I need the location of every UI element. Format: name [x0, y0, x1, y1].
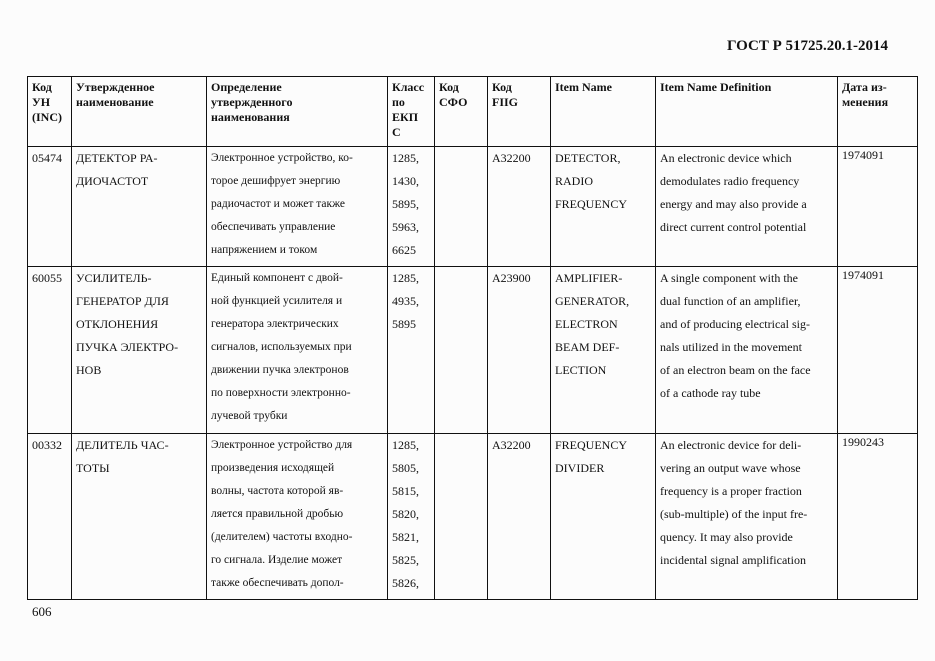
- cell-change-date: 1974091: [838, 267, 918, 434]
- col-header-item-name: Item Name: [551, 77, 656, 147]
- cell-code: 60055: [28, 267, 72, 434]
- col-header-class: Класс по ЕКП С: [388, 77, 435, 147]
- col-header-code: Код УН (INC): [28, 77, 72, 147]
- cell-fiig: A23900: [488, 267, 551, 434]
- cell-item-definition: An electronic device for deli- vering an output wave whose frequency is a proper fraction (sub-multiple) of the input fre- quency. It may also provide incidental signal amplification: [656, 434, 838, 600]
- table-row: [28, 147, 918, 267]
- col-header-item-definition: Item Name Definition: [656, 77, 838, 147]
- cell-class: 1285, 5805, 5815, 5820, 5821, 5825, 5826,: [388, 434, 435, 600]
- cell-class: 1285, 4935, 5895: [388, 267, 435, 434]
- cell-approved-name: ДЕЛИТЕЛЬ ЧАС- ТОТЫ: [72, 434, 207, 600]
- table-header-row: [28, 77, 918, 147]
- cell-fiig: A32200: [488, 434, 551, 600]
- col-header-fiig: Код FIIG: [488, 77, 551, 147]
- cell-change-date: 1974091: [838, 147, 918, 267]
- cell-change-date: 1990243: [838, 434, 918, 600]
- item-names-table: [27, 76, 918, 600]
- cell-definition: Электронное устройство для произведения исходящей волны, частота которой яв- ляется правильной дробью (делителем) частоты входно- го сигнала. Изделие может также обеспечивать допол-: [207, 434, 388, 600]
- table-row: [28, 267, 918, 434]
- cell-sfo: [435, 147, 488, 267]
- cell-item-definition: An electronic device which demodulates radio frequency energy and may also provide a direct current control potential: [656, 147, 838, 267]
- col-header-definition: Определение утвержденного наименования: [207, 77, 388, 147]
- cell-approved-name: УСИЛИТЕЛЬ- ГЕНЕРАТОР ДЛЯ ОТКЛОНЕНИЯ ПУЧКА ЭЛЕКТРО- НОВ: [72, 267, 207, 434]
- cell-class: 1285, 1430, 5895, 5963, 6625: [388, 147, 435, 267]
- cell-item-name: DETECTOR, RADIO FREQUENCY: [551, 147, 656, 267]
- cell-code: 00332: [28, 434, 72, 600]
- col-header-approved-name: Утвержденное наименование: [72, 77, 207, 147]
- document-standard-header: ГОСТ Р 51725.20.1-2014: [726, 38, 888, 54]
- cell-fiig: A32200: [488, 147, 551, 267]
- table-row: [28, 434, 918, 600]
- cell-approved-name: ДЕТЕКТОР РА- ДИОЧАСТОТ: [72, 147, 207, 267]
- cell-sfo: [435, 434, 488, 600]
- cell-sfo: [435, 267, 488, 434]
- cell-item-name: FREQUENCY DIVIDER: [551, 434, 656, 600]
- cell-definition: Электронное устройство, ко- торое дешифрует энергию радиочастот и может также обеспечивать управление напряжением и током: [207, 147, 388, 267]
- cell-code: 05474: [28, 147, 72, 267]
- col-header-change-date: Дата из- менения: [838, 77, 918, 147]
- cell-item-name: AMPLIFIER- GENERATOR, ELECTRON BEAM DEF- LECTION: [551, 267, 656, 434]
- page-number: 606: [32, 604, 52, 619]
- cell-definition: Единый компонент с двой- ной функцией усилителя и генератора электрических сигналов, используемых при движении пучка электронов по поверхности электронно- лучевой трубки: [207, 267, 388, 434]
- col-header-sfo: Код СФО: [435, 77, 488, 147]
- cell-item-definition: A single component with the dual function of an amplifier, and of producing electrical sig- nals utilized in the movement of an electron beam on the face of a cathode ray tube: [656, 267, 838, 434]
